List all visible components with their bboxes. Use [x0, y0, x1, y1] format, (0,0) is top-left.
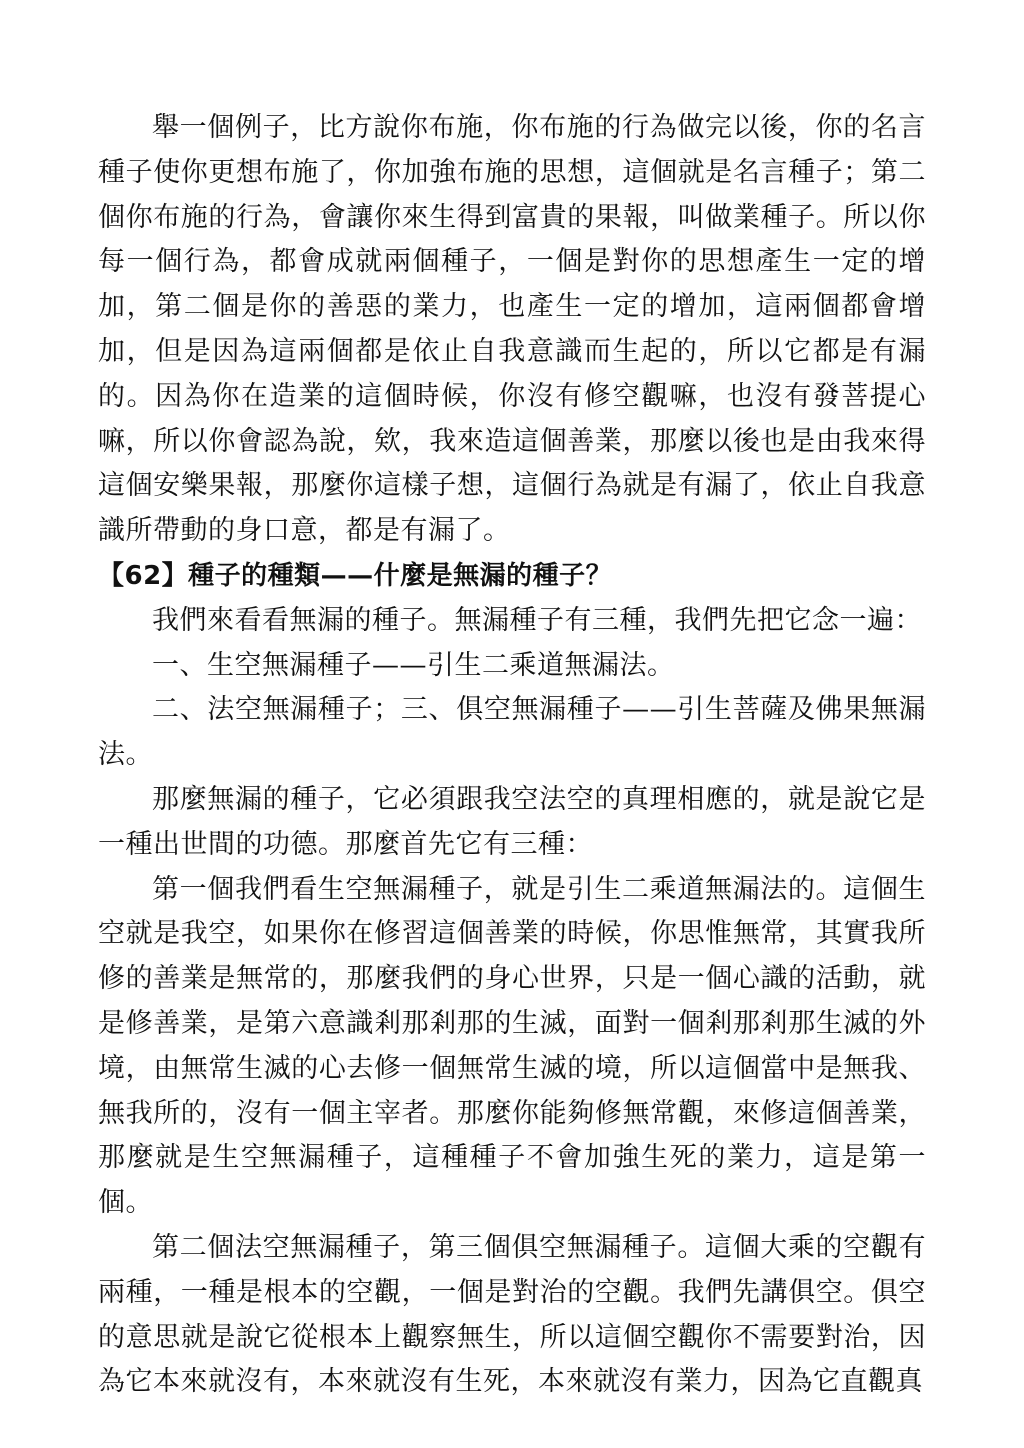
paragraph: 我們來看看無漏的種子。無漏種子有三種，我們先把它念一遍： — [152, 604, 922, 636]
section-heading: 【62】種子的種類——什麼是無漏的種子？ — [98, 560, 613, 591]
paragraph: 那麼無漏的種子，它必須跟我空法空的真理相應的，就是說它是一種出世間的功德。那麼首先它有三種： — [98, 783, 926, 860]
paragraph: 舉一個例子，比方說你布施，你布施的行為做完以後，你的名言種子使你更想布施了，你加強布施的思想，這個就是名言種子；第二個你布施的行為，會讓你來生得到富貴的果報，叫做業種子。所以你每一個行為，都會成就兩個種子，一個是對你的思想產生一定的增加，第二個是你的善惡的業力，也產生一定的增加，這兩個都會增加，但是因為這兩個都是依止自我意識而生起的，所以它都是有漏的。因為你在造業的這個時候，你沒有修空觀嘛，也沒有發菩提心嘛，所以你會認為說，欸，我來造這個善業，那麼以後也是由我來得這個安樂果報，那麼你這樣子想，這個行為就是有漏了，依止自我意識所帶動的身口意，都是有漏了。 — [98, 112, 926, 547]
document-page — [98, 106, 926, 1405]
paragraph: 第二個法空無漏種子，第三個俱空無漏種子。這個大乘的空觀有兩種，一種是根本的空觀，一個是對治的空觀。我們先講俱空。俱空的意思就是說它從根本上觀察無生，所以這個空觀你不需要對治，因為它本來就沒有，本來就沒有生死，本來就沒有業力，因為它直觀真 — [98, 1231, 926, 1398]
paragraph: 二、法空無漏種子；三、俱空無漏種子——引生菩薩及佛果無漏法。 — [98, 694, 926, 771]
paragraph: 一、生空無漏種子——引生二乘道無漏法。 — [152, 649, 675, 681]
paragraph: 第一個我們看生空無漏種子，就是引生二乘道無漏法的。這個生空就是我空，如果你在修習這個善業的時候，你思惟無常，其實我所修的善業是無常的，那麼我們的身心世界，只是一個心識的活動，就是修善業，是第六意識剎那剎那的生滅，面對一個剎那剎那生滅的外境，由無常生滅的心去修一個無常生滅的境，所以這個當中是無我、無我所的，沒有一個主宰者。那麼你能夠修無常觀，來修這個善業，那麼就是生空無漏種子，這種種子不會加強生死的業力，這是第一個。 — [98, 873, 926, 1219]
